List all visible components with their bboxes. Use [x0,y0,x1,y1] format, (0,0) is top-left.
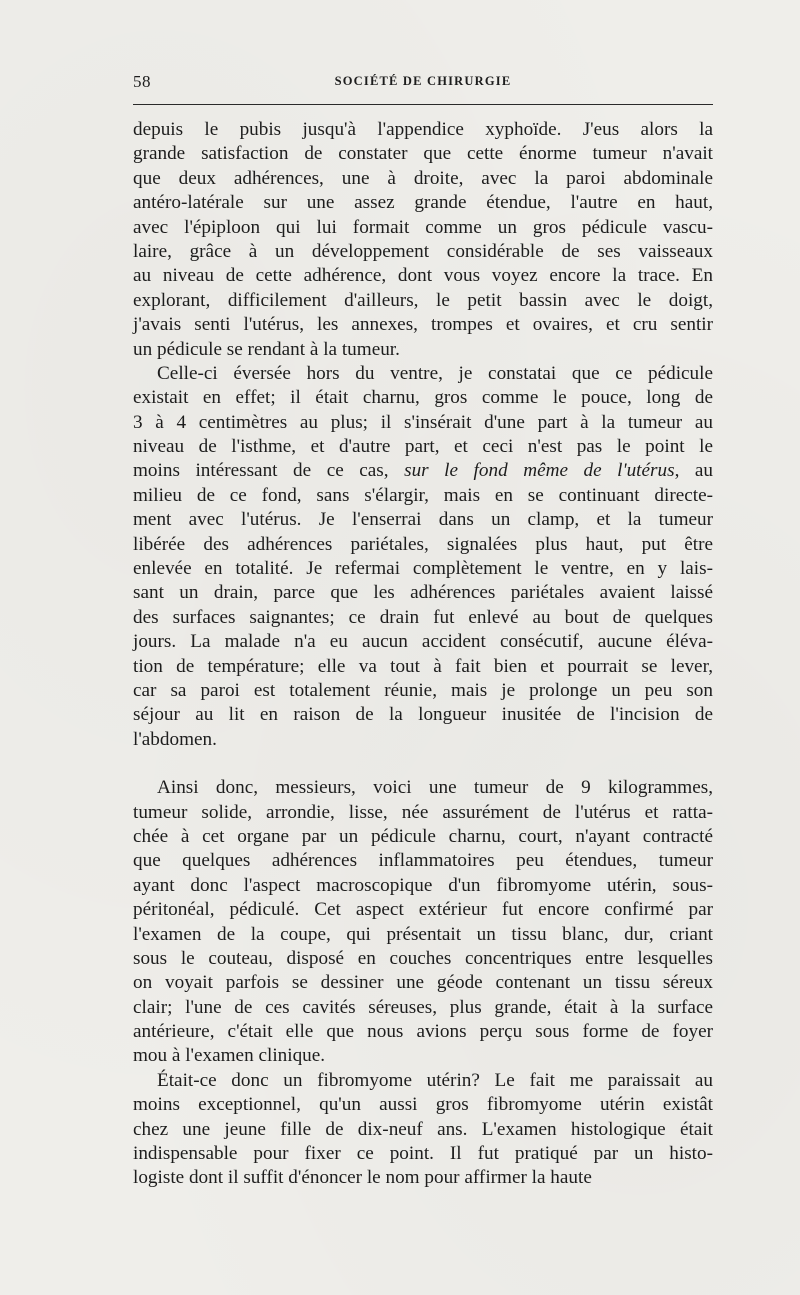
text-line: clair; l'une de ces cavités séreuses, plus grande, était à la surface [133,996,713,1018]
text-line: l'examen de la coupe, qui présentait un tissu blanc, dur, criant [133,923,713,945]
text-line: que quelques adhérences inflammatoires peu étendues, tumeur [133,850,713,872]
header-rule [133,104,713,105]
text-line: 3 à 4 centimètres au plus; il s'insérait d'une part à la tumeur au [133,411,713,433]
text-line: tion de température; elle va tout à fait bien et pourrait se lever, [133,655,713,677]
text-line: sous le couteau, disposé en couches concentriques entre lesquelles [133,947,713,969]
text-line: péritonéal, pédiculé. Cet aspect extérieur fut encore confirmé par [133,899,713,921]
text-line: explorant, difficilement d'ailleurs, le petit bassin avec le doigt, [133,289,713,311]
text-line: sant un drain, parce que les adhérences pariétales avaient laissé [133,582,713,604]
text-line: Ainsi donc, messieurs, voici une tumeur de 9 kilogrammes, [157,777,713,799]
text-line: un pédicule se rendant à la tumeur. [133,338,400,360]
text-line: libérée des adhérences pariétales, signalées plus haut, put être [133,533,713,555]
text-line: ayant donc l'aspect macroscopique d'un fibromyome utérin, sous- [133,874,713,896]
text-line: moins exceptionnel, qu'un aussi gros fibromyome utérin existât [133,1094,713,1116]
text-line: chée à cet organe par un pédicule charnu, court, n'ayant contracté [133,825,713,847]
text-line: au niveau de cette adhérence, dont vous voyez encore la trace. En [133,265,713,287]
text-line: indispensable pour fixer ce point. Il fut pratiqué par un histo- [133,1143,713,1165]
text-line: grande satisfaction de constater que cette énorme tumeur n'avait [133,143,713,165]
text-line: avec l'épiploon qui lui formait comme un gros pédicule vascu- [133,216,713,238]
text-line: chez une jeune fille de dix-neuf ans. L'examen histologique était [133,1118,713,1140]
page-header [133,72,713,96]
text-line: Celle-ci éversée hors du ventre, je constatai que ce pédicule [157,362,713,384]
text-line: laire, grâce à un développement considérable de ses vaisseaux [133,240,713,262]
text-line: antéro-latérale sur une assez grande étendue, l'autre en haut, [133,192,713,214]
paragraph [133,1069,713,1191]
text-line: depuis le pubis jusqu'à l'appendice xyphoïde. J'eus alors la [133,119,713,140]
text-line: logiste dont il suffit d'énoncer le nom pour affirmer la haute [133,1167,592,1189]
text-line: enlevée en totalité. Je refermai complètement le ventre, en y lais- [133,558,713,580]
text-line: que deux adhérences, une à droite, avec la paroi abdominale [133,167,713,189]
paragraph [133,118,713,362]
text-line: mou à l'examen clinique. [133,1045,326,1067]
text-line: des surfaces saignantes; ce drain fut enlevé au bout de quelques [133,606,713,628]
paragraph [133,776,713,1069]
text-line: ment avec l'utérus. Je l'enserrai dans un clamp, et la tumeur [133,509,713,531]
text-line: l'abdomen. [133,728,217,750]
running-head: SOCIÉTÉ DE CHIRURGIE [334,74,512,88]
text-line: jours. La malade n'a eu aucun accident consécutif, aucune éléva- [133,631,713,653]
text-line: existait en effet; il était charnu, gros comme le pouce, long de [133,387,713,409]
text-line: moins intéressant de ce cas, sur le fond même de l'utérus, au [133,460,714,482]
text-line: Était-ce donc un fibromyome utérin? Le fait me paraissait au [157,1069,713,1091]
text-line: niveau de l'isthme, et d'autre part, et ceci n'est pas le point le [133,436,713,458]
text-line: car sa paroi est totalement réunie, mais je prolonge un peu son [133,679,713,701]
text-line: on voyait parfois se dessiner une géode contenant un tissu séreux [133,972,713,994]
text-line: j'avais senti l'utérus, les annexes, trompes et ovaires, et cru sentir [133,314,713,336]
text-line: tumeur solide, arrondie, lisse, née assurément de l'utérus et ratta- [133,801,713,823]
paragraph [133,362,713,752]
body-text [133,118,713,1191]
italic-text: sur le fond même de l'utérus [404,460,675,482]
text-line: séjour au lit en raison de la longueur inusitée de l'incision de [133,704,713,726]
paragraph-gap [133,752,713,776]
text-line: milieu de ce fond, sans s'élargir, mais en se continuant directe- [133,484,713,506]
text-line: antérieure, c'était elle que nous avions perçu sous forme de foyer [133,1021,713,1043]
page-number: 58 [133,72,151,91]
